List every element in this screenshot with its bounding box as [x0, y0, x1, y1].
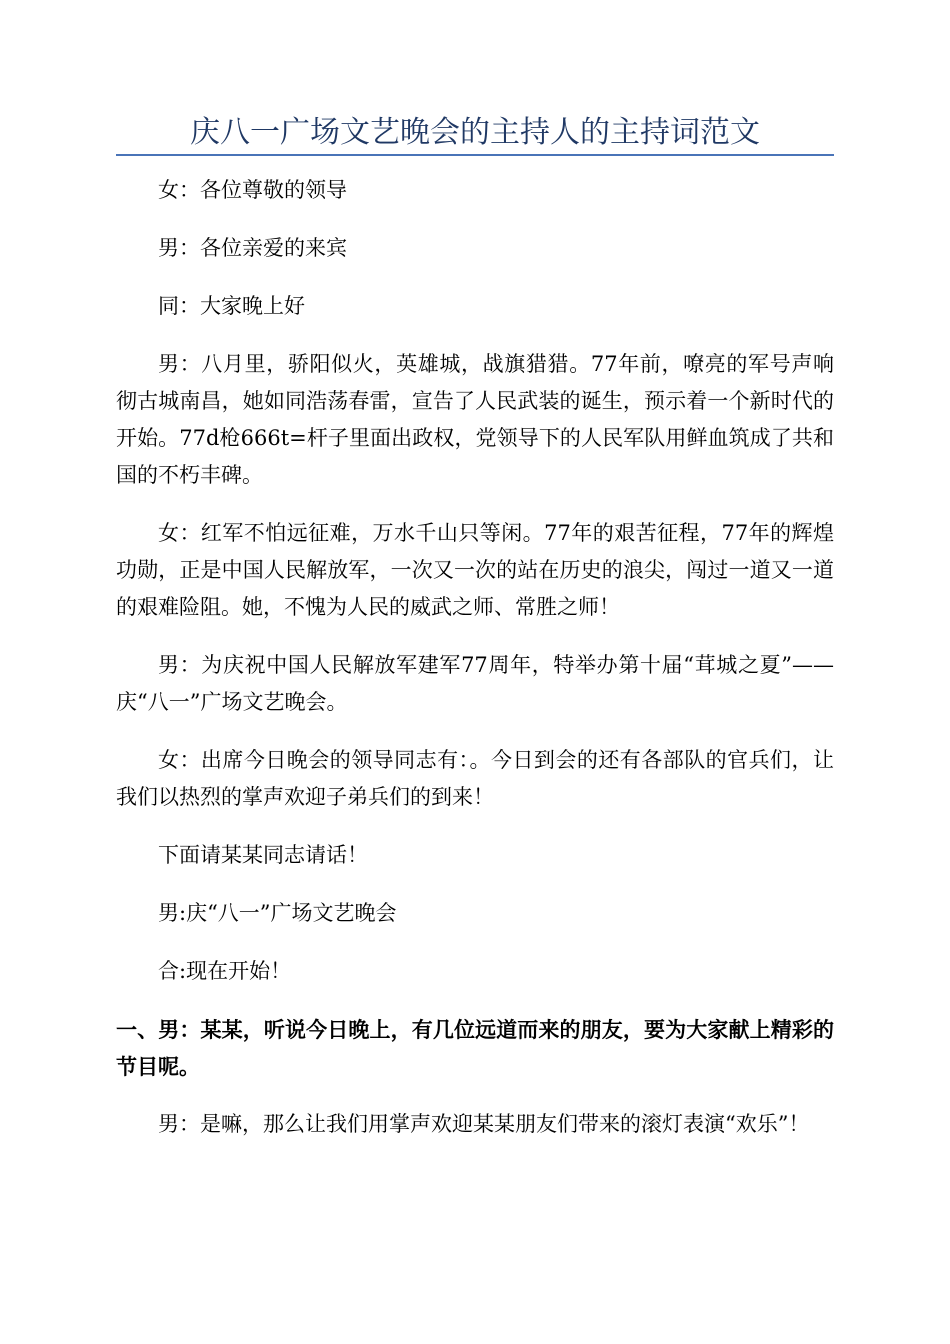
paragraph-intro-female: 女：红军不怕远征难，万水千山只等闲。77年的艰苦征程，77年的辉煌功勋，正是中国人民解放军，一次又一次的站在历史的浪尖，闯过一道又一道的艰难险阻。她，不愧为人民的威武之师、常胜之师！	[116, 521, 834, 619]
paragraph-greeting-together: 同：大家晚上好	[158, 294, 305, 318]
paragraph-performance-intro: 男：是嘛，那么让我们用掌声欢迎某某朋友们带来的滚灯表演“欢乐”！	[158, 1112, 810, 1136]
title-underline	[116, 154, 834, 156]
paragraph-intro-male: 男：八月里，骄阳似火，英雄城，战旗猎猎。77年前，嘹亮的军号声响彻古城南昌，她如同浩荡春雷，宣告了人民武装的诞生，预示着一个新时代的开始。77d枪666t=杆子里面出政权，党领导下的人民军队用鲜血筑成了共和国的不朽丰碑。	[116, 352, 834, 487]
page-title: 庆八一广场文艺晚会的主持人的主持词范文	[190, 115, 760, 150]
section-heading-one: 一、男：某某，听说今日晚上，有几位远道而来的朋友，要为大家献上精彩的节目呢。	[116, 1017, 834, 1079]
paragraph-celebration-male: 男：为庆祝中国人民解放军建军77周年，特举办第十届“茸城之夏”——庆“八一”广场文艺晚会。	[116, 653, 834, 714]
paragraph-greeting-male: 男：各位亲爱的来宾	[158, 236, 347, 260]
paragraph-speech-invite: 下面请某某同志请话！	[158, 843, 368, 867]
paragraph-event-name: 男:庆“八一”广场文艺晚会	[158, 901, 397, 925]
document-body	[116, 172, 834, 1164]
paragraph-greeting-female: 女：各位尊敬的领导	[158, 178, 347, 202]
paragraph-attendees-female: 女：出席今日晚会的领导同志有：。今日到会的还有各部队的官兵们，让我们以热烈的掌声欢迎子弟兵们的到来！	[116, 748, 834, 809]
paragraph-start: 合:现在开始！	[158, 959, 292, 983]
